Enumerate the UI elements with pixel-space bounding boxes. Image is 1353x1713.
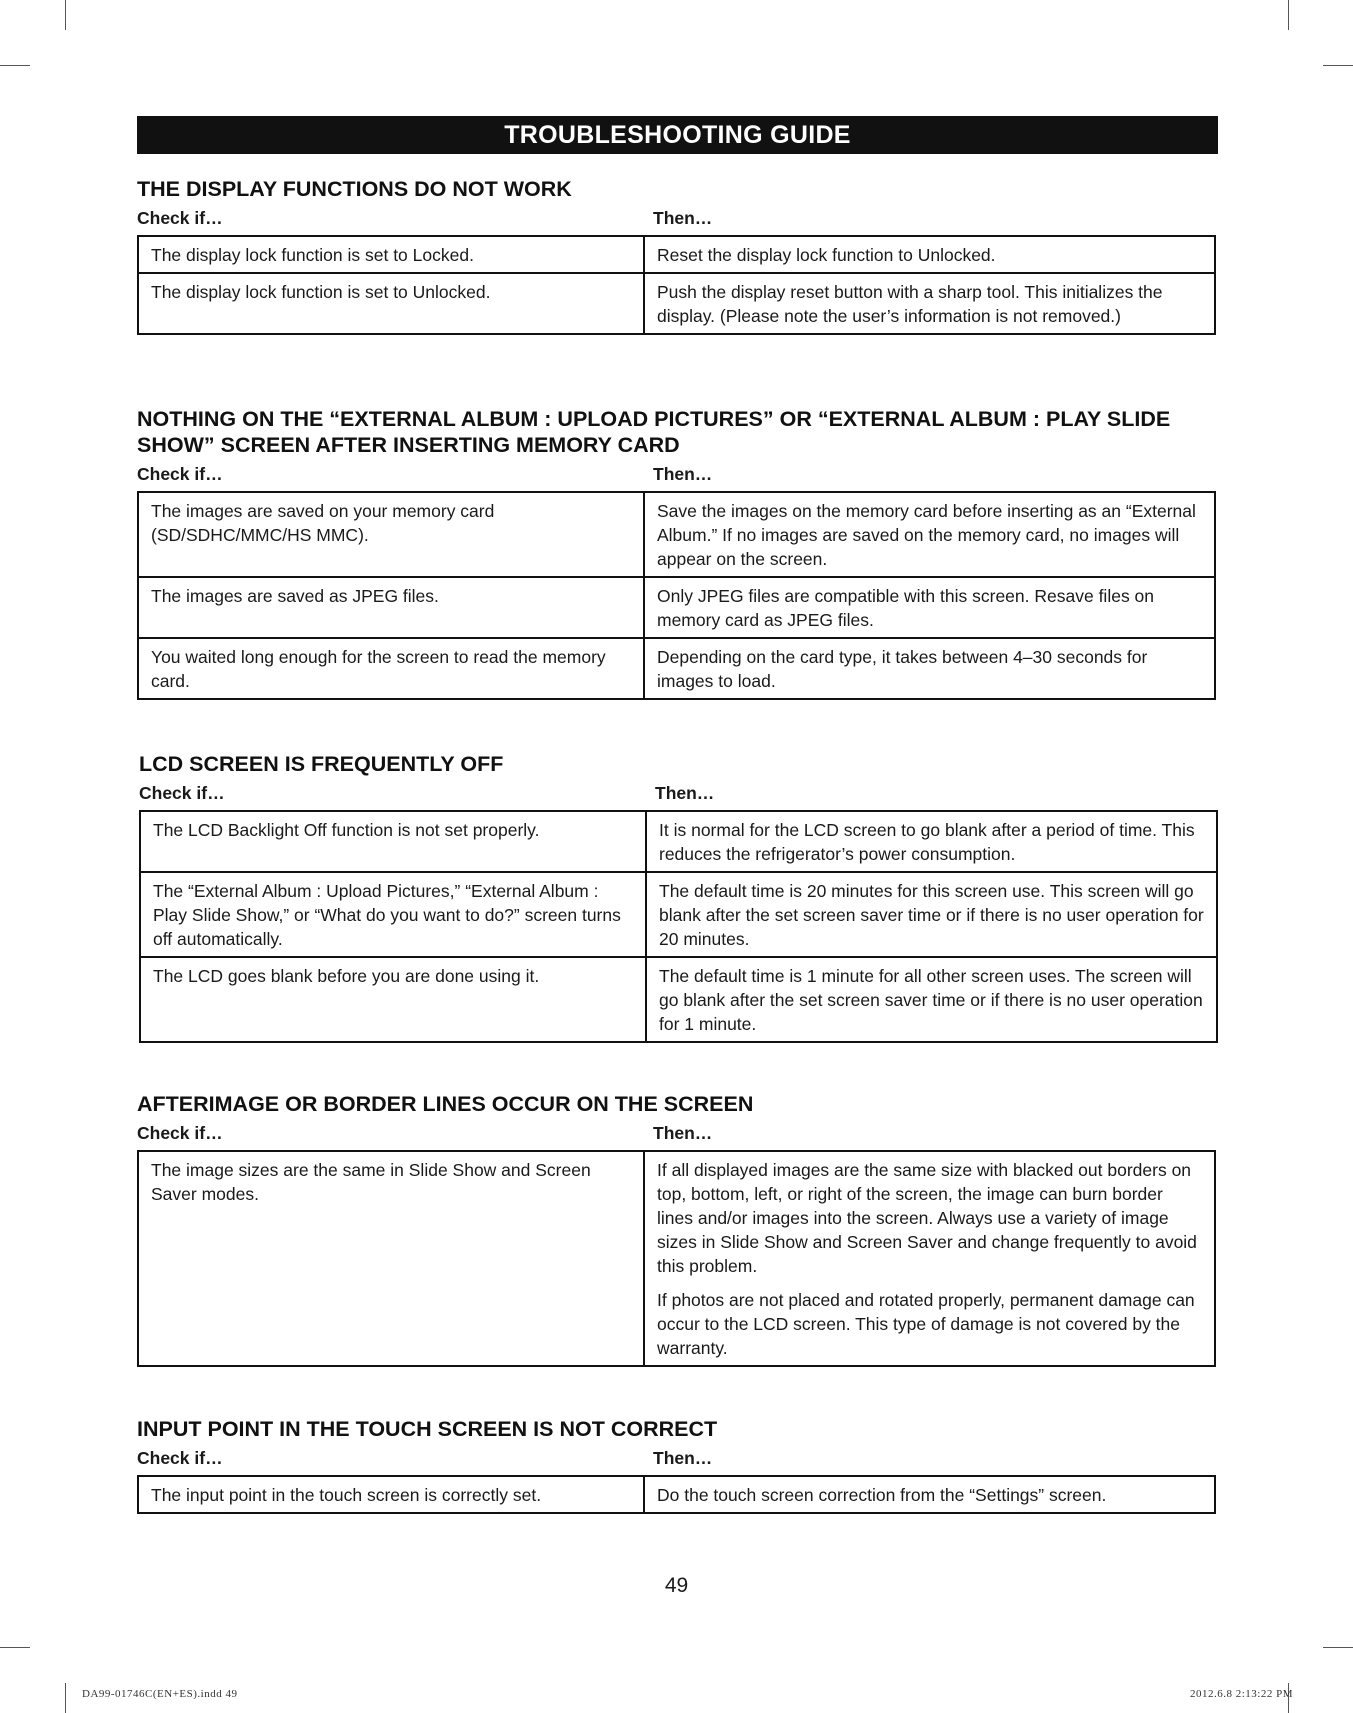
section-title: THE DISPLAY FUNCTIONS DO NOT WORK <box>137 177 572 201</box>
table-row <box>138 1151 1215 1366</box>
check-cell: The display lock function is set to Locked. <box>138 236 644 273</box>
then-text: It is normal for the LCD screen to go blank after a period of time. This reduces the refrigerator’s power consumption. <box>659 820 1195 864</box>
crop-mark <box>0 65 30 66</box>
section-external-album <box>137 406 1216 700</box>
column-headers <box>137 464 1216 488</box>
section-display-functions <box>137 176 1216 335</box>
check-cell: The LCD goes blank before you are done using it. <box>140 957 646 1042</box>
footer-timestamp: 2012.6.8 2:13:22 PM <box>1189 1688 1293 1700</box>
table-row <box>138 638 1215 699</box>
then-header: Then… <box>653 1448 713 1468</box>
then-text: If photos are not placed and rotated properly, permanent damage can occur to the LCD screen. This type of damage is not covered by the warranty. <box>657 1290 1195 1358</box>
crop-mark <box>1288 0 1289 30</box>
crop-mark <box>1323 65 1353 66</box>
check-if-header: Check if… <box>137 464 223 484</box>
column-headers <box>137 1448 1216 1472</box>
then-cell <box>646 957 1217 1042</box>
table-row <box>138 1476 1215 1513</box>
check-cell: The input point in the touch screen is correctly set. <box>138 1476 644 1513</box>
then-header: Then… <box>653 1123 713 1143</box>
check-cell: The “External Album : Upload Pictures,” “External Album : Play Slide Show,” or “What do you want to do?” screen turns off automatically. <box>140 872 646 957</box>
then-cell <box>646 811 1217 872</box>
page-number: 49 <box>664 1574 689 1597</box>
table-row <box>140 872 1217 957</box>
then-cell <box>644 273 1215 334</box>
then-text: Only JPEG files are compatible with this screen. Resave files on memory card as JPEG files. <box>657 586 1155 630</box>
table-row <box>138 492 1215 577</box>
check-cell: The LCD Backlight Off function is not set properly. <box>140 811 646 872</box>
check-if-header: Check if… <box>137 1448 223 1468</box>
then-text: Push the display reset button with a sharp tool. This initializes the display. (Please note the user’s information is not removed.) <box>657 282 1163 326</box>
column-headers <box>137 1123 1216 1147</box>
then-cell <box>644 577 1215 638</box>
troubleshooting-table <box>137 491 1216 700</box>
then-text: If all displayed images are the same size with blacked out borders on top, bottom, left, or right of the screen, the image can burn border lines and/or images into the screen. Always use a variety of image sizes in Slide Show and Screen Saver and change frequently to avoid this problem. <box>657 1160 1197 1276</box>
then-cell <box>644 236 1215 273</box>
then-text: Depending on the card type, it takes between 4–30 seconds for images to load. <box>657 647 1148 691</box>
crop-mark <box>0 1647 30 1648</box>
troubleshooting-table <box>137 1475 1216 1514</box>
table-row <box>138 273 1215 334</box>
troubleshooting-table <box>137 235 1216 335</box>
check-if-header: Check if… <box>139 783 225 803</box>
table-row <box>140 957 1217 1042</box>
section-afterimage <box>137 1091 1216 1367</box>
footer-file-info: DA99-01746C(EN+ES).indd 49 <box>82 1688 238 1700</box>
then-text: The default time is 20 minutes for this screen use. This screen will go blank after the set screen saver time or if there is no user operation for 20 minutes. <box>659 881 1204 949</box>
table-row <box>138 577 1215 638</box>
then-header: Then… <box>653 464 713 484</box>
then-header: Then… <box>655 783 715 803</box>
section-title: INPUT POINT IN THE TOUCH SCREEN IS NOT CORRECT <box>137 1417 718 1441</box>
check-cell: You waited long enough for the screen to read the memory card. <box>138 638 644 699</box>
check-cell: The images are saved on your memory card (SD/SDHC/MMC/HS MMC). <box>138 492 644 577</box>
table-row <box>138 236 1215 273</box>
then-text: Do the touch screen correction from the “Settings” screen. <box>657 1485 1107 1505</box>
check-if-header: Check if… <box>137 1123 223 1143</box>
check-cell: The display lock function is set to Unlocked. <box>138 273 644 334</box>
then-cell <box>644 1476 1215 1513</box>
then-cell <box>644 638 1215 699</box>
then-header: Then… <box>653 208 713 228</box>
then-text: Save the images on the memory card before inserting as an “External Album.” If no images are saved on the memory card, no images will appear on the screen. <box>657 501 1196 569</box>
column-headers <box>139 783 1218 807</box>
then-cell <box>646 872 1217 957</box>
then-text: Reset the display lock function to Unlocked. <box>657 245 996 265</box>
table-row <box>140 811 1217 872</box>
then-cell <box>644 492 1215 577</box>
check-cell: The image sizes are the same in Slide Show and Screen Saver modes. <box>138 1151 644 1366</box>
section-title: AFTERIMAGE OR BORDER LINES OCCUR ON THE SCREEN <box>137 1092 754 1116</box>
section-title: NOTHING ON THE “EXTERNAL ALBUM : UPLOAD PICTURES” OR “EXTERNAL ALBUM : PLAY SLIDE SHOW” SCREEN AFTER INSERTING MEMORY CARD <box>137 407 1171 457</box>
check-cell: The images are saved as JPEG files. <box>138 577 644 638</box>
section-touch-screen <box>137 1416 1216 1514</box>
troubleshooting-table <box>137 1150 1216 1367</box>
crop-mark <box>65 0 66 30</box>
check-if-header: Check if… <box>137 208 223 228</box>
section-title: LCD SCREEN IS FREQUENTLY OFF <box>139 752 504 776</box>
section-lcd-screen-off <box>139 751 1218 1043</box>
then-cell <box>644 1151 1215 1366</box>
crop-mark <box>65 1683 66 1713</box>
page-banner: TROUBLESHOOTING GUIDE <box>137 116 1218 154</box>
troubleshooting-table <box>139 810 1218 1043</box>
crop-mark <box>1323 1647 1353 1648</box>
column-headers <box>137 208 1216 232</box>
then-text: The default time is 1 minute for all other screen uses. The screen will go blank after the set screen saver time or if there is no user operation for 1 minute. <box>659 966 1203 1034</box>
